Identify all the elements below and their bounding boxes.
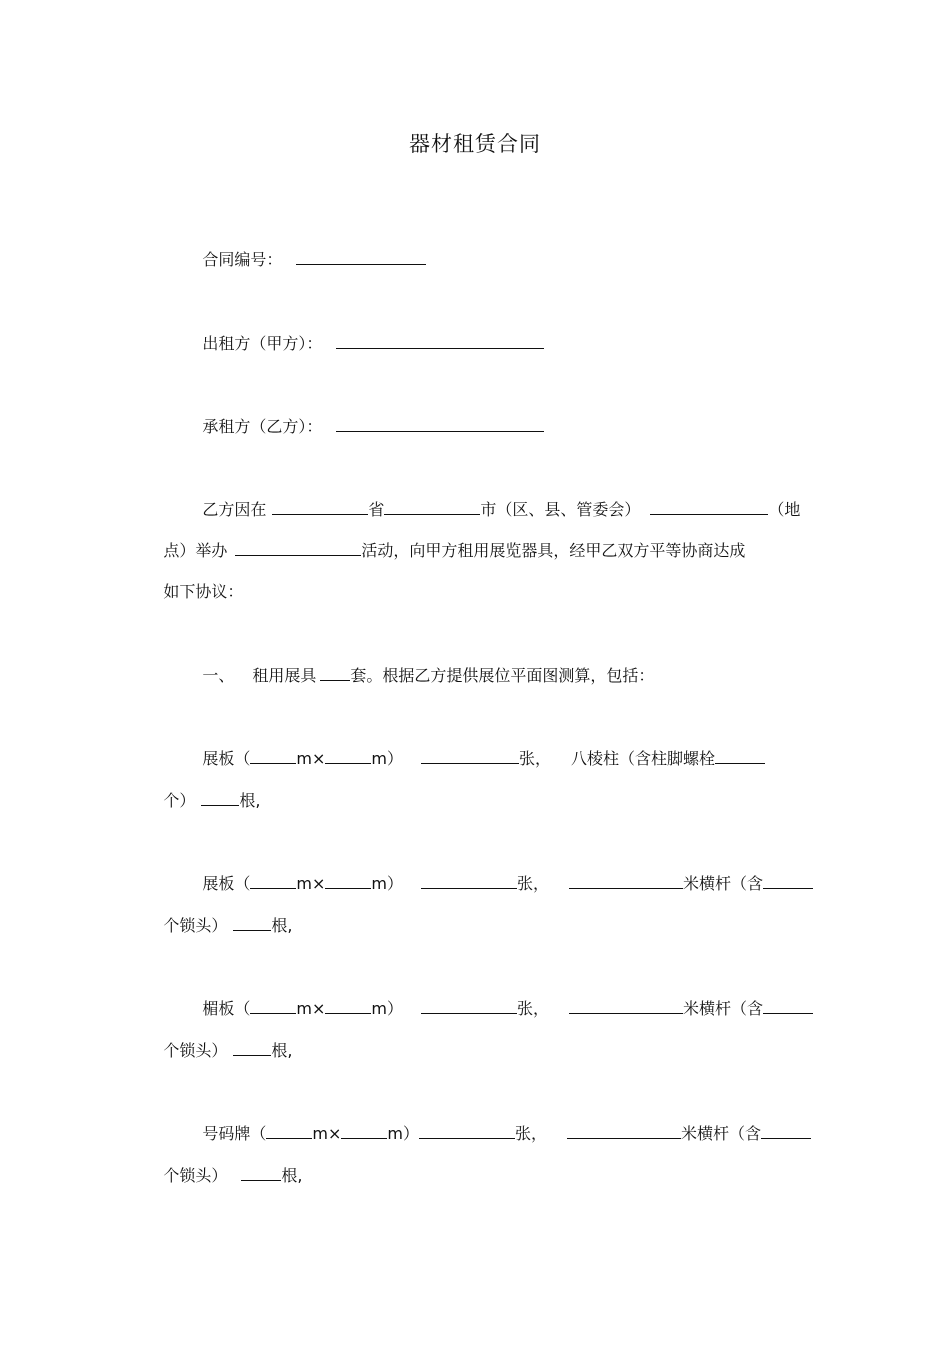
item-text: 米横杆（含 — [680, 1124, 761, 1143]
intro-text: 乙方因在 — [202, 500, 267, 519]
clause-text: 套。根据乙方提供展位平面图测算，包括： — [350, 666, 655, 685]
item-text: m） — [371, 749, 403, 768]
item-text: m） — [371, 874, 403, 893]
contract-number-blank — [296, 248, 426, 265]
item-text: m× — [296, 749, 326, 768]
item-text: 张， — [516, 874, 549, 893]
item-text: m） — [371, 999, 403, 1018]
item-text: 展板（ — [202, 749, 251, 768]
lessee-line — [182, 395, 544, 457]
item-text: m） — [387, 1124, 419, 1143]
item-2-line-2 — [143, 894, 292, 956]
item-text: 个） — [163, 791, 196, 810]
item-text: 根, — [281, 1166, 303, 1185]
dimension-blank — [250, 872, 296, 889]
quantity-blank — [233, 914, 271, 931]
item-1-line-2 — [143, 769, 260, 831]
item-text: 张， — [514, 1124, 547, 1143]
item-text: m× — [312, 1124, 342, 1143]
length-blank — [569, 997, 683, 1014]
length-blank — [569, 872, 683, 889]
contract-number-label: 合同编号： — [202, 250, 283, 269]
item-text: 张， — [518, 749, 551, 768]
intro-text: 省 — [368, 500, 385, 519]
location-blank — [650, 498, 768, 515]
item-1-line-1 — [182, 727, 765, 789]
item-text: 根, — [271, 1041, 293, 1060]
quantity-blank — [421, 997, 517, 1014]
item-text: 个锁头） — [163, 1041, 228, 1060]
intro-text: 活动，向甲方租用展览器具，经甲乙双方平等协商达成 — [361, 541, 746, 560]
dimension-blank — [325, 997, 371, 1014]
lessor-label: 出租方（甲方）： — [202, 334, 323, 353]
lessee-label: 承租方（乙方）： — [202, 417, 323, 436]
sets-blank — [320, 664, 350, 681]
city-blank — [384, 498, 480, 515]
clause-1-line — [182, 644, 654, 706]
item-text: 楣板（ — [202, 999, 251, 1018]
quantity-blank — [419, 1122, 515, 1139]
intro-text: （地 — [768, 500, 801, 519]
dimension-blank — [325, 872, 371, 889]
intro-text: 市（区、县、管委会） — [480, 500, 641, 519]
item-text: 号码牌（ — [202, 1124, 267, 1143]
contract-number-line — [182, 228, 426, 290]
item-text: 八棱柱（含柱脚螺栓 — [570, 749, 715, 768]
quantity-blank — [201, 789, 239, 806]
quantity-blank — [761, 1122, 811, 1139]
lessee-blank — [336, 415, 544, 432]
intro-text: 如下协议： — [163, 582, 244, 601]
dimension-blank — [250, 997, 296, 1014]
item-text: 张， — [516, 999, 549, 1018]
item-text: 个锁头） — [163, 1166, 228, 1185]
item-3-line-2 — [143, 1019, 292, 1081]
quantity-blank — [241, 1164, 281, 1181]
province-blank — [272, 498, 368, 515]
quantity-blank — [763, 872, 813, 889]
clause-text: 租用展具 — [252, 666, 317, 685]
length-blank — [567, 1122, 681, 1139]
dimension-blank — [266, 1122, 312, 1139]
dimension-blank — [341, 1122, 387, 1139]
item-text: 个锁头） — [163, 916, 228, 935]
intro-text: 点）举办 — [163, 541, 228, 560]
lessor-blank — [336, 332, 544, 349]
document-title: 器材租赁合同 — [409, 132, 541, 156]
quantity-blank — [421, 872, 517, 889]
item-text: 根, — [271, 916, 293, 935]
quantity-blank — [763, 997, 813, 1014]
lessor-line — [182, 312, 544, 374]
quantity-blank — [421, 747, 519, 764]
item-text: m× — [296, 999, 326, 1018]
quantity-blank — [715, 747, 765, 764]
clause-number: 一、 — [202, 666, 235, 685]
item-text: 根, — [239, 791, 261, 810]
intro-line-3 — [143, 562, 243, 622]
item-text: 米横杆（含 — [682, 999, 763, 1018]
item-text: 米横杆（含 — [682, 874, 763, 893]
item-text: 展板（ — [202, 874, 251, 893]
item-4-line-2 — [143, 1144, 302, 1206]
dimension-blank — [325, 747, 371, 764]
activity-blank — [235, 539, 361, 556]
item-text: m× — [296, 874, 326, 893]
quantity-blank — [233, 1039, 271, 1056]
dimension-blank — [250, 747, 296, 764]
